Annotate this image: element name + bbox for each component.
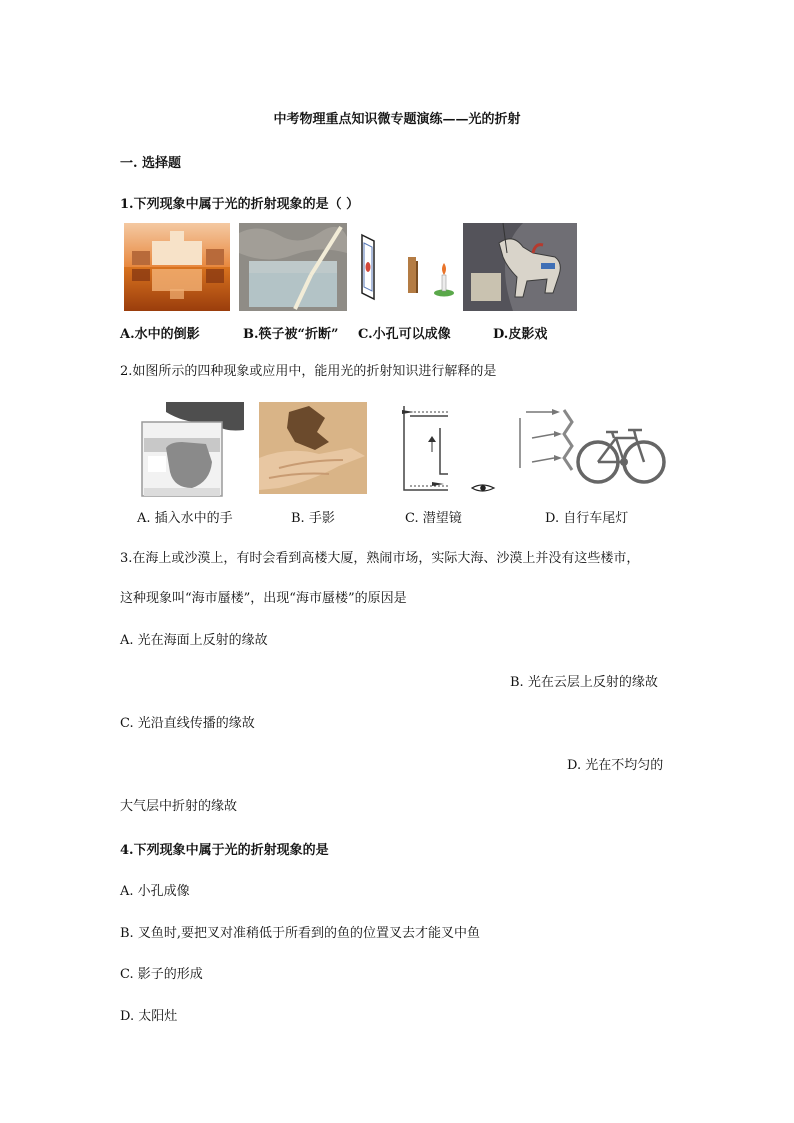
page-title: 中考物理重点知识微专题演练——光的折射: [273, 112, 521, 127]
question-3-stem-line-1: 3.在海上或沙漠上，有时会看到高楼大厦，熟闹市场，实际大海、沙漠上并没有这些楼市，: [120, 551, 640, 566]
q2-caption-a: A. 插入水中的手: [137, 511, 233, 526]
periscope-figure: [392, 402, 498, 494]
q3-option-b: B. 光在云层上反射的缘故: [510, 675, 658, 690]
q3-option-d-continued: 大气层中折射的缘故: [120, 799, 238, 814]
water-reflection-photo: [124, 223, 230, 311]
section-heading: 一. 选择题: [120, 156, 182, 171]
question-1-stem: 1.下列现象中属于光的折射现象的是（ ）: [120, 197, 360, 212]
question-4-stem: 4.下列现象中属于光的折射现象的是: [120, 843, 329, 858]
q1-caption-b: B.筷子被“折断”: [243, 327, 339, 342]
question-3-stem-line-2: 这种现象叫“海市蜃楼”，出现“海市蜃楼”的原因是: [120, 591, 407, 606]
question-2-stem: 2.如图所示的四种现象或应用中，能用光的折射知识进行解释的是: [120, 364, 497, 379]
bent-chopstick-photo: [239, 223, 347, 311]
q1-caption-c: C.小孔可以成像: [358, 327, 451, 342]
hand-in-water-photo: [126, 402, 244, 500]
q3-option-a: A. 光在海面上反射的缘故: [120, 633, 268, 648]
q1-caption-d: D.皮影戏: [493, 327, 548, 342]
q2-caption-d: D. 自行车尾灯: [545, 511, 629, 526]
q2-caption-c: C. 潜望镜: [405, 511, 462, 526]
shadow-puppet-photo: [463, 223, 577, 311]
q4-option-a: A. 小孔成像: [120, 884, 190, 899]
pinhole-camera-figure: [356, 231, 460, 301]
q3-option-d: D. 光在不均匀的: [567, 758, 664, 773]
q2-caption-b: B. 手影: [291, 511, 335, 526]
q4-option-c: C. 影子的形成: [120, 967, 203, 982]
q1-caption-a: A.水中的倒影: [120, 327, 200, 342]
q3-option-c: C. 光沿直线传播的缘故: [120, 716, 255, 731]
q4-option-d: D. 太阳灶: [120, 1009, 178, 1024]
hand-shadow-photo: [259, 402, 367, 494]
q4-option-b: B. 叉鱼时,要把叉对准稍低于所看到的鱼的位置叉去才能叉中鱼: [120, 926, 480, 941]
bicycle-taillight-figure: [516, 404, 666, 492]
